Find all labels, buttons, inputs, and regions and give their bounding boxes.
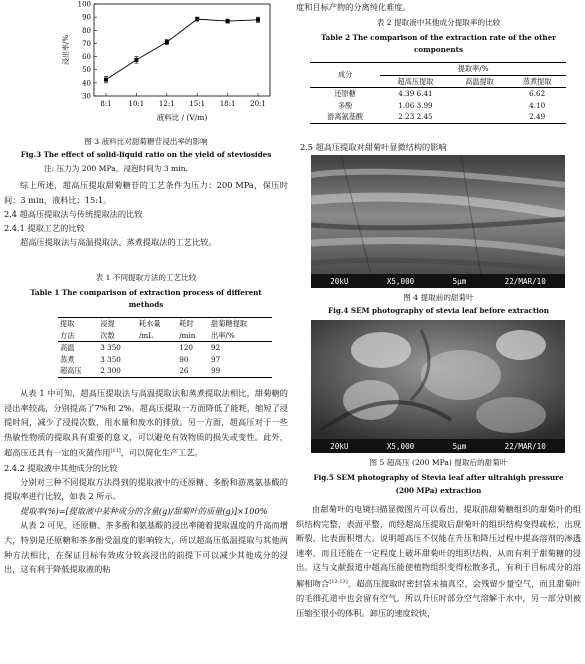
- paragraph-table2-discussion: 从表 2 可见，还原糖、茶多酚和氨基酸的浸出率随着提取温度的升高而增大，特别是还原糖和茶多酚受温度的影响较大，所以超高压低温提取与其他两种方法相比，在保证目标有效成分较高浸出的前提下可以减少其他成分的浸出，这有利于降低提取液的粘: [4, 520, 288, 575]
- table-cell: 游离氨基酸: [327, 112, 364, 121]
- table2-header-group-row: [310, 63, 566, 76]
- table1-header-cell: 耗时: [179, 319, 194, 328]
- fig3-caption-cn: 图 3 液料比对甜菊糖苷浸出率的影响: [84, 137, 208, 146]
- table-row: [58, 354, 272, 366]
- sem-voltage: 20kU: [330, 441, 349, 451]
- data-point: [226, 19, 230, 23]
- y-tick-label: 80: [82, 26, 91, 35]
- heading-2-4-2: 2.4.2 提取液中其他成分的比较: [4, 462, 118, 473]
- table-cell: [380, 100, 450, 112]
- table1-header-cell: 浸提: [100, 319, 115, 328]
- table-value: 3.99: [416, 100, 433, 110]
- sem-date: 22/MAR/10: [504, 441, 546, 451]
- y-tick-label: 50: [82, 66, 91, 75]
- paragraph-2-5: [296, 502, 581, 620]
- table-cell: 还原糖: [334, 89, 356, 98]
- table-cell: 92: [211, 343, 221, 352]
- table1-header-cell: 次数: [100, 330, 115, 340]
- table2-caption-en-1: Table 2 The comparison of the extraction rate of the other: [321, 33, 556, 42]
- fig5-caption-cn: 图 5 超高压 (200 MPa) 提取后的甜菊叶: [369, 458, 508, 467]
- fig4-caption-en: Fig.4 SEM photography of stevia leaf before extraction: [328, 306, 549, 315]
- paragraph-2-4-2: 分别对三种不同提取方法得到的提取液中的还原糖、多酚和游离氨基酸的提取率进行比较，如表 2 所示。: [4, 476, 288, 502]
- table1-caption-cn: 表 1 不同提取方法的工艺比较: [95, 273, 197, 282]
- table-cell: [451, 88, 509, 100]
- fig3-caption-en: Fig.3 The effect of solid-liquid ratio on the yield of steviosides: [20, 150, 272, 159]
- y-tick-label: 60: [82, 53, 91, 62]
- table2-caption-en-2: components: [414, 45, 463, 54]
- table-cell: 90: [179, 354, 189, 364]
- sem-texture-before: [311, 155, 565, 275]
- table-value: 6.41: [416, 89, 433, 98]
- x-tick-label: 8:1: [100, 100, 112, 108]
- table2-header-cell: 超高压提取: [397, 76, 434, 86]
- fig4-caption-cn: 图 4 提取前的甜菊叶: [403, 293, 474, 302]
- table-value: 2.45: [416, 112, 433, 121]
- table-cell: [137, 354, 177, 366]
- x-axis-label: 液料比 / (V/m): [156, 113, 208, 122]
- table-cell: 2.49: [529, 112, 546, 121]
- table-cell: [380, 111, 450, 123]
- table1-header-cell: 甜菊糖提取: [211, 319, 247, 328]
- table-cell: 蒸煮: [60, 354, 75, 364]
- fig3-chart: [60, 0, 292, 132]
- fig5-caption-en-1: Fig.5 SEM photography of Stevia leaf after ultrahigh pressure: [313, 473, 564, 482]
- table2-header-cell: 高温提取: [465, 76, 494, 86]
- sem-image-before: [311, 155, 565, 288]
- table1-header-cell: /min: [179, 330, 196, 340]
- table-row: [58, 342, 272, 354]
- table1-header-cell: /mL: [138, 330, 153, 340]
- y-tick-label: 100: [77, 0, 91, 9]
- sem-magnification: X5,000: [386, 441, 415, 451]
- table1-header-cell: 耗水量: [138, 319, 161, 328]
- paragraph-2-4-1: 超高压提取法与高温提取法、蒸煮提取法的工艺比较。: [20, 237, 217, 248]
- table-cell: [451, 100, 509, 112]
- data-point: [195, 17, 199, 21]
- x-tick-label: 20:1: [250, 100, 266, 108]
- table-cell: [451, 111, 509, 123]
- table-cell: 26: [179, 366, 189, 375]
- table1-header-cell: 方法: [60, 330, 75, 340]
- table1-caption-en-1: Table 1 The comparison of extraction process of different: [30, 288, 262, 297]
- citation: [11]: [110, 448, 121, 455]
- table-value: 4.39: [398, 89, 415, 98]
- formula: 提取率(%)=[提取液中某种成分的含量(g)/甜菊叶的质量(g)]×100%: [20, 505, 268, 516]
- series-line: [106, 19, 258, 79]
- table-cell: 97: [211, 354, 221, 364]
- citation: [12-13]: [329, 578, 348, 585]
- paragraph-text: 。超高压提取时密封袋未抽真空，会残留少量空气，而且甜菊叶的毛细孔道中也会留有空气，所以升压时部分空气溶解于水中，另一部分则被压缩至很小的体积。卸压的速度较快，: [296, 578, 581, 618]
- fig3-chart-svg: [60, 0, 292, 132]
- table1-header-row-2: [58, 330, 272, 342]
- table-cell: 4.10: [529, 100, 546, 110]
- table1-caption-en-2: methods: [128, 300, 164, 309]
- sem-date: 22/MAR/10: [504, 276, 546, 286]
- plot-frame: [94, 4, 270, 96]
- table1-header-cell: 出率/%: [211, 330, 235, 340]
- table-row: [310, 100, 566, 112]
- y-tick-label: 70: [82, 39, 91, 48]
- table2-header-cell: 蒸煮提取: [522, 76, 552, 86]
- x-tick-label: 12:1: [158, 100, 175, 108]
- sem-texture-after: [311, 320, 565, 440]
- summary-paragraph: 综上所述，超高压提取甜菊糖苷的工艺条件为压力：200 MPa，保压时间：3 min，液料比：15:1。: [4, 180, 288, 205]
- heading-2-5: 2.5 超高压提取对甜菊叶显微结构的影响: [300, 142, 447, 152]
- x-tick-label: 10:1: [128, 100, 145, 108]
- table-cell: 6.62: [529, 89, 546, 98]
- fig5-caption-en-2: (200 MPa) extraction: [395, 486, 482, 495]
- sem-info-bar: [311, 439, 565, 453]
- table-cell: 2 300: [100, 366, 121, 375]
- sem-magnification: X5,000: [386, 276, 415, 286]
- paragraph-text: 从表 1 中可知，超高压提取法与高温提取法和蒸煮提取法相比，甜菊糖的浸出率较高，分别提高了7%和 2%。超高压提取一方面降低了能耗，缩短了浸提时间，减少了浸提次数、用水量和废水的排放。另一方面，超高压对于一些热敏性物质的提取具有重要的意义，可以避免有效物质的损失或变性。此外，超高压还具有一定的灭菌作用: [4, 388, 288, 459]
- table1-header-row-1: [58, 318, 272, 330]
- data-point: [165, 40, 169, 44]
- x-tick-label: 18:1: [219, 100, 236, 108]
- y-tick-label: 90: [82, 13, 91, 22]
- x-tick-label: 15:1: [189, 100, 206, 108]
- sem-scale: 5μm: [452, 441, 467, 451]
- paragraph-text: 由甜菊叶的电镜扫描显微图片可以看出，提取前甜菊糖组织的甜菊叶的组织结构完整，表面平整，而经超高压提取后甜菊叶的组织结构变得疏松，出现断裂，比表面积增大。说明超高压不仅能在升压和降压过程中提高溶剂的渗透速率，而且还能在一定程度上破坏甜菊叶的组织结构，从而有利于甜菊糖的浸出。这与文献报道中超高压能使植物组织变得松散多孔，有利于目标成分的溶解相吻合: [296, 504, 581, 589]
- heading-2-4-1: 2.4.1 提取工艺的比较: [4, 223, 85, 234]
- paragraph-continued: 度和目标产物的分离纯化难度。: [296, 2, 411, 12]
- table1: [58, 317, 272, 378]
- sem-info-bar: [311, 274, 565, 288]
- table-cell: 多酚: [337, 100, 353, 110]
- data-point: [104, 78, 108, 82]
- table2-header-group: 提取率/%: [380, 63, 566, 76]
- y-tick-label: 30: [82, 92, 91, 101]
- table-cell: 3 350: [100, 354, 121, 364]
- table-cell: 99: [211, 366, 221, 375]
- table-cell: [380, 88, 450, 100]
- table-value: 2.23: [398, 112, 415, 121]
- data-point: [256, 18, 260, 22]
- fig3-note: 注: 压力为 200 MPa，浸泡时间为 3 min.: [44, 164, 188, 173]
- y-tick-label: 40: [82, 79, 91, 88]
- table2-header-cell: 成分: [310, 63, 380, 88]
- paragraph-text: ，可以简化生产工艺。: [120, 448, 203, 459]
- table-row: [310, 88, 566, 100]
- table-cell: 3 350: [100, 343, 121, 352]
- table-row: [310, 111, 566, 123]
- table2-caption-cn: 表 2 提取液中其他成分提取率的比较: [376, 18, 501, 27]
- heading-2-4: 2.4 超高压提取法与传统提取法的比较: [4, 209, 143, 220]
- sem-voltage: 20kU: [330, 276, 349, 286]
- table-cell: 120: [179, 343, 193, 352]
- sem-image-after: [311, 320, 565, 453]
- data-point: [134, 58, 138, 62]
- table-cell: 超高压: [60, 366, 82, 375]
- paragraph-table1-discussion: [4, 386, 288, 461]
- sem-scale: 5μm: [452, 276, 467, 286]
- table-cell: [137, 365, 177, 377]
- table-cell: [137, 342, 177, 354]
- table1-header-cell: 提取: [60, 319, 75, 328]
- y-axis-label: 浸出率/%: [62, 34, 70, 66]
- table-value: 1.06: [398, 100, 415, 110]
- table-cell: 高温: [60, 343, 75, 352]
- table2: [310, 62, 566, 124]
- table-row: [58, 365, 272, 377]
